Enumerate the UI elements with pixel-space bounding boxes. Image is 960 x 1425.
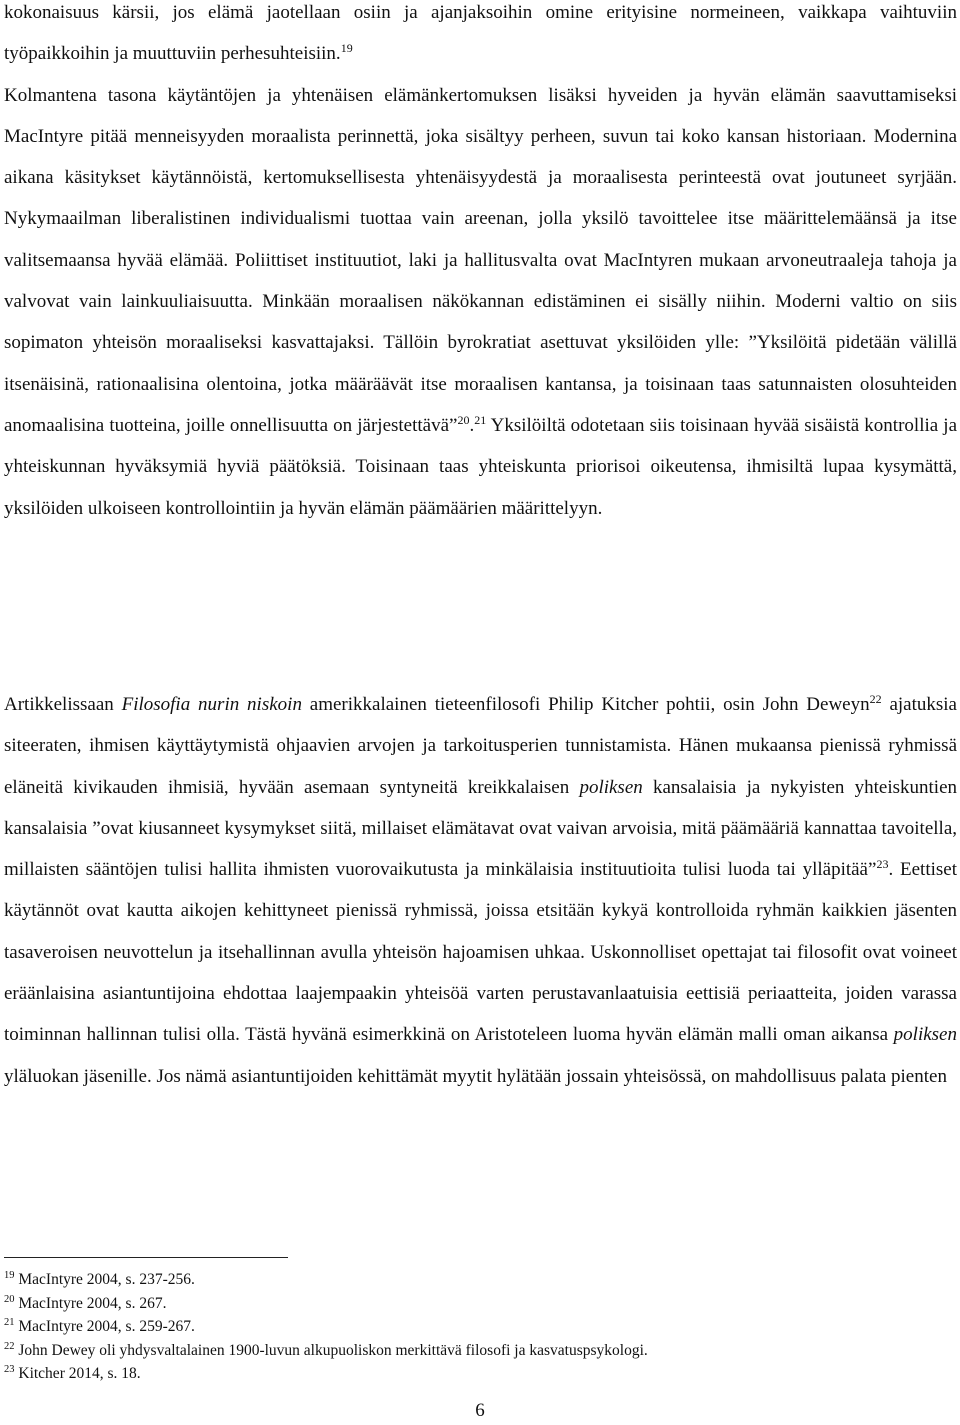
footnote-text: MacIntyre 2004, s. 267. bbox=[18, 1294, 167, 1312]
footnote-19 bbox=[4, 1268, 957, 1292]
footnote-ref: 19 bbox=[340, 41, 353, 56]
text-run: . Eettiset käytännöt ovat kautta aikojen kehittyneet pienissä ryhmissä, joissa etsitään kykyä kontrolloida ryhmän kaikkien jäsenten tasaveroisen neuvottelun ja itsehallinnan avulla yhteisön hajoamisen uhkaa. Uskonnolliset opettajat tai filosofit ovat voineet eräänlaisina asiantuntijoina ehdottaa laajempaakin yhteisöä varten perustavanlaatuisia eettisiä periaatteita, joiden varassa toiminnan hallinnan tulisi olla. Tästä hyvänä esimerkkinä on Aristoteleen luoma hyvän elämän malli oman aikansa bbox=[4, 859, 957, 1046]
page-number: 6 bbox=[475, 1400, 485, 1421]
footnote-20 bbox=[4, 1292, 957, 1316]
footnote-ref: 21 bbox=[474, 412, 487, 427]
footnote-ref: 20 bbox=[457, 412, 470, 427]
footnote-text: MacIntyre 2004, s. 237-256. bbox=[18, 1271, 195, 1288]
body-paragraph-2 bbox=[4, 684, 957, 1097]
footnote-number: 19 bbox=[4, 1270, 15, 1281]
italic-term: poliksen bbox=[579, 776, 643, 798]
footnote-23 bbox=[4, 1362, 957, 1386]
footnotes bbox=[4, 1268, 957, 1386]
footnote-22 bbox=[4, 1339, 957, 1363]
text-run: yläluokan jäsenille. Jos nämä asiantuntijoiden kehittämät myytit hylätään jossain yhteisössä, on mahdollisuus palata pienten bbox=[4, 1065, 947, 1087]
footnote-21 bbox=[4, 1315, 957, 1339]
text-run: kansalaisia ja nykyisten yhteiskuntien kansalaisia ”ovat kiusanneet kysymykset siitä, millaiset elämätavat ovat vaivan arvoisia, mitä päämääriä kannattaa tavoitella, millaisten sääntöjen tulisi hallita ihmisten vuorovaikutusta ja minkälaisia instituutioita tulisi luoda tai ylläpitää” bbox=[4, 776, 957, 881]
text-run: amerikkalainen tieteenfilosofi Philip Kitcher pohtii, osin John Deweyn bbox=[301, 694, 870, 715]
footnote-number: 22 bbox=[4, 1340, 15, 1352]
footnote-ref: 22 bbox=[869, 692, 882, 706]
footnote-number: 20 bbox=[4, 1293, 15, 1305]
body-paragraph-1 bbox=[4, 0, 957, 529]
text-run: . bbox=[469, 414, 475, 436]
italic-term: poliksen bbox=[893, 1024, 957, 1046]
footnote-text: Kitcher 2014, s. 18. bbox=[18, 1365, 141, 1383]
text-run: kokonaisuus kärsii, jos elämä jaotellaan osiin ja ajanjaksoihin omine erityisine normeineen, vaikkapa vaihtuviin työpaikkoihin ja muuttuviin perhesuhteisiin. bbox=[4, 2, 957, 65]
text-run: Kolmantena tasona käytäntöjen ja yhtenäisen elämänkertomuksen lisäksi hyveiden ja hyvän elämän saavuttamiseksi MacIntyre pitää menneisyyden moraalista perinnettä, joka sisältyy perheen, suvun tai koko kansan historiaan. Modernina aikana käsitykset käytännöistä, kertomuksellisesta yhtenäisyydestä ja moraalisesta perinteestä ovat joutuneet syrjään. Nykymaailman liberalistinen individualismi tuottaa vain areenan, jolla yksilö tavoittelee itse määrittelemäänsä ja itse valitsemaansa hyvää elämää. Poliittiset instituutiot, laki ja hallitusvalta ovat MacIntyren mukaan arvoneutraaleja tahoja ja valvovat vain lainkuuliaisuutta. Minkään moraalisen näkökannan edistäminen ei sisälly niihin. Moderni valtio on siis sopimaton yhteisön moraaliseksi kasvattajaksi. Tällöin byrokratiat asettuvat yksilöiden ylle: ”Yksilöitä pidetään välillä itsenäisinä, rationaalisina olentoina, jotka määräävät itse moraalisen kantansa, ja toisinaan taas satunnaisten olosuhteiden anomaalisina tuotteina, joille onnellisuutta on järjestettävä” bbox=[4, 84, 957, 436]
footnote-text: MacIntyre 2004, s. 259-267. bbox=[18, 1318, 195, 1336]
italic-term: Filosofia nurin niskoin bbox=[121, 694, 302, 715]
text-run: Yksilöiltä odotetaan siis toisinaan hyvää sisäistä kontrollia ja yhteiskunnan hyväksymiä hyviä päätöksiä. Toisinaan taas yhteiskunta priorisoi oikeutensa, ihmisiltä lupaa kysymättä, yksilöiden ulkoiseen kontrollointiin ja hyvän elämän päämäärien määrittelyyn. bbox=[4, 414, 958, 519]
text-run: Artikkelissaan bbox=[4, 694, 122, 715]
text-run: ajatuksia siteeraten, ihmisen käyttäytymistä ohjaavien arvojen ja tarkoitusperien tunnistamista. Hänen mukaansa pienissä ryhmissä eläneitä kivikauden ihmisiä, hyvään asemaan syntyneitä kreikkalaisen bbox=[4, 694, 957, 798]
footnote-number: 23 bbox=[4, 1364, 15, 1376]
footnote-separator bbox=[4, 1257, 288, 1258]
footnote-number: 21 bbox=[4, 1317, 15, 1329]
footnote-ref: 23 bbox=[876, 857, 889, 872]
footnote-text: John Dewey oli yhdysvaltalainen 1900-luvun alkupuoliskon merkittävä filosofi ja kasvatuspsykologi. bbox=[18, 1341, 648, 1359]
